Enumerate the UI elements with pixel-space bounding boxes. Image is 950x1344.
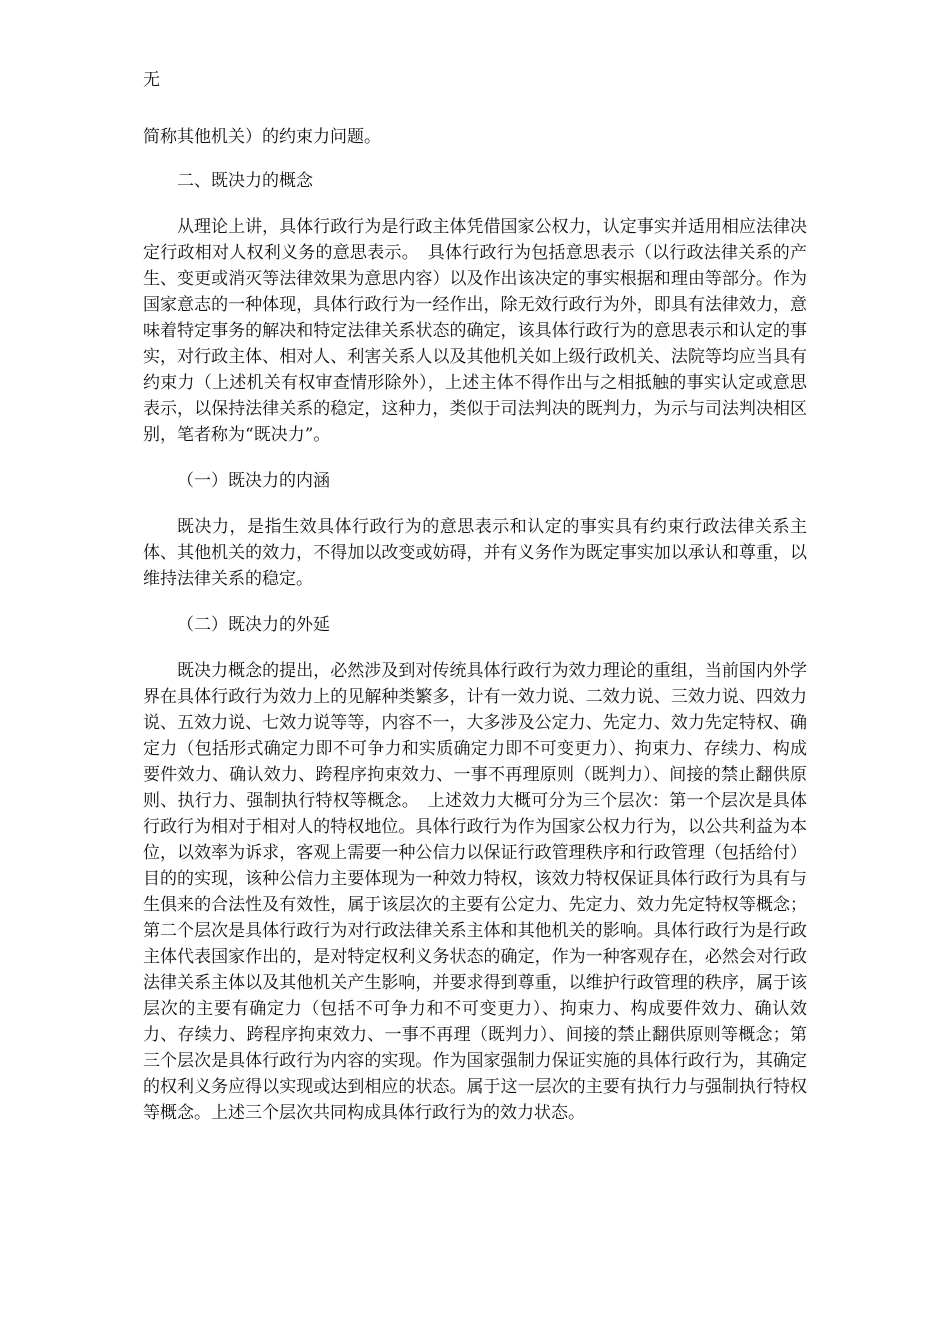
subsection-paragraph-2: 既决力概念的提出，必然涉及到对传统具体行政行为效力理论的重组，当前国内外学界在具体行政行为效力上的见解种类繁多，计有一效力说、二效力说、三效力说、四效力说、五效力说、七效力说等等，内容不一，大多涉及公定力、先定力、效力先定特权、确定力（包括形式确定力即不可争力和实质确定力即不可变更力）、拘束力、存续力、构成要件效力、确认效力、跨程序拘束效力、一事不再理原则（既判力）、间接的禁止翻供原则、执行力、强制执行特权等概念。 上述效力大概可分为三个层次：第一个层次是具体行政行为相对于相对人的特权地位。具体行政行为作为国家公权力行为，以公共利益为本位，以效率为诉求，客观上需要一种公信力以保证行政管理秩序和行政管理（包括给付）目的的实现，该种公信力主要体现为一种效力特权，该效力特权保证具体行政行为具有与生俱来的合法性及有效性，属于该层次的主要有公定力、先定力、效力先定特权等概念；第二个层次是具体行政行为对行政法律关系主体和其他机关的影响。具体行政行为是行政主体代表国家作出的，是对特定权利义务状态的确定，作为一种客观存在，必然会对行政法律关系主体以及其他机关产生影响，并要求得到尊重，以维护行政管理的秩序，属于该层次的主要有确定力（包括不可争力和不可变更力）、拘束力、构成要件效力、确认效力、存续力、跨程序拘束效力、一事不再理（既判力）、间接的禁止翻供原则等概念；第三个层次是具体行政行为内容的实现。作为国家强制力保证实施的具体行政行为，其确定的权利义务应得以实现或达到相应的状态。属于这一层次的主要有执行力与强制执行特权等概念。上述三个层次共同构成具体行政行为的效力状态。 — [143, 661, 807, 1123]
section-paragraph: 从理论上讲，具体行政行为是行政主体凭借国家公权力，认定事实并适用相应法律决定行政相对人权利义务的意思表示。 具体行政行为包括意思表示（以行政法律关系的产生、变更或消灭等法律效果为意思内容）以及作出该决定的事实根据和理由等部分。作为国家意志的一种体现，具体行政行为一经作出，除无效行政行为外，即具有法律效力，意味着特定事务的解决和特定法律关系状态的确定，该具体行政行为的意思表示和认定的事实，对行政主体、相对人、利害关系人以及其他机关如上级行政机关、法院等均应当具有约束力（上述机关有权审查情形除外），上述主体不得作出与之相抵触的事实认定或意思表示，以保持法律关系的稳定，这种力，类似于司法判决的既判力，为示与司法判决相区别，笔者称为“既决力”。 — [143, 217, 807, 445]
subsection-heading-2: （二）既决力的外延 — [177, 615, 330, 635]
page-header: 无 — [143, 70, 160, 90]
document-body — [143, 124, 807, 1126]
section-heading: 二、既决力的概念 — [177, 171, 313, 191]
subsection-paragraph-1: 既决力，是指生效具体行政行为的意思表示和认定的事实具有约束行政法律关系主体、其他机关的效力，不得加以改变或妨碍，并有义务作为既定事实加以承认和尊重，以维持法律关系的稳定。 — [143, 517, 807, 589]
continuation-paragraph: 简称其他机关）的约束力问题。 — [143, 127, 381, 147]
subsection-heading-1: （一）既决力的内涵 — [177, 471, 330, 491]
